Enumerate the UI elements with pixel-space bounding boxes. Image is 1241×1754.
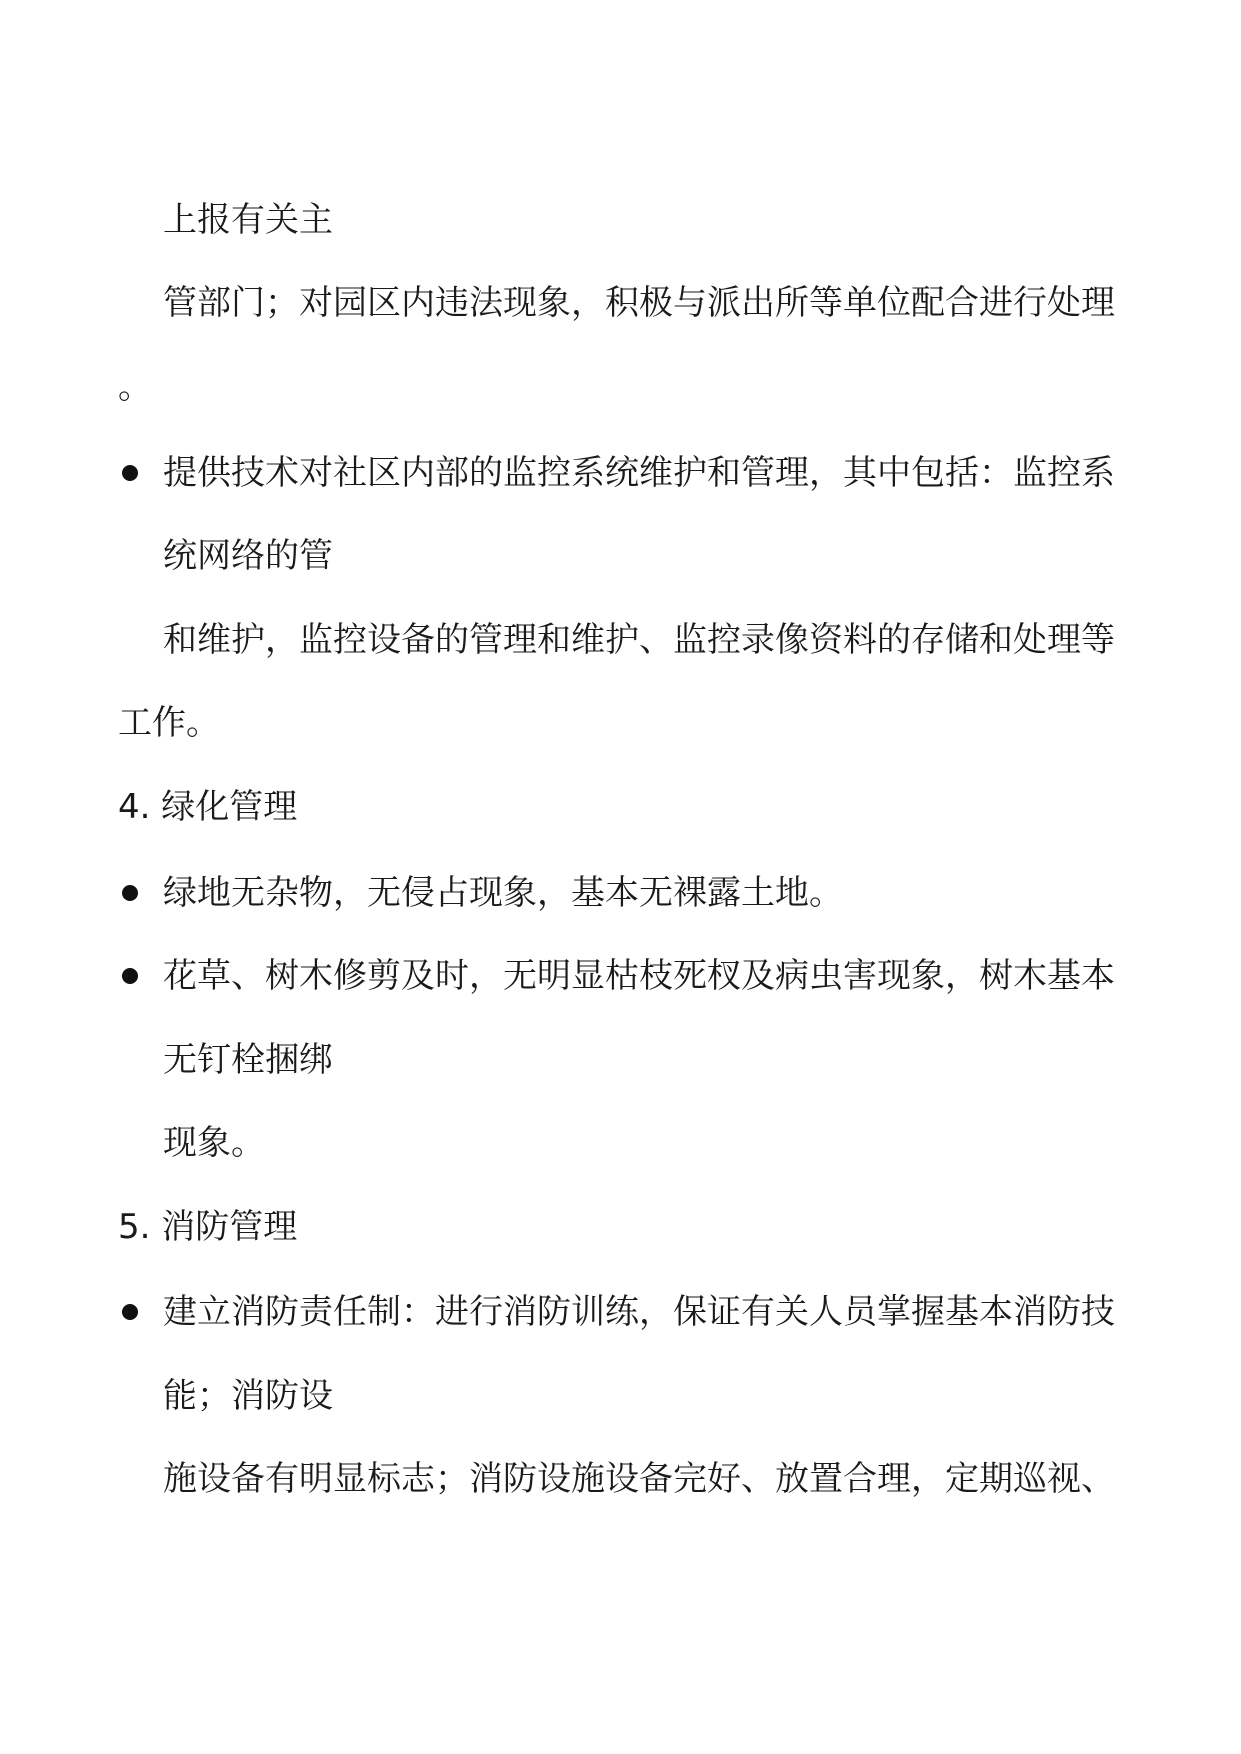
text-line: 能；消防设 <box>163 1376 333 1416</box>
text-line: 无钉栓捆绑 <box>163 1040 333 1080</box>
text-line: 工作。 <box>118 703 220 743</box>
section-heading: 4. 绿化管理 <box>118 787 298 827</box>
list-item-text: 绿地无杂物，无侵占现象，基本无裸露土地。 <box>163 873 843 913</box>
text-line: 现象。 <box>163 1123 265 1163</box>
text-line: 统网络的管 <box>163 536 333 576</box>
bullet-icon <box>122 1304 138 1320</box>
list-item-text: 提供技术对社区内部的监控系统维护和管理，其中包括：监控系 <box>163 453 1115 493</box>
bullet-icon <box>122 885 138 901</box>
text-line: 上报有关主 <box>163 200 333 240</box>
section-heading: 5. 消防管理 <box>118 1207 298 1247</box>
bullet-icon <box>122 465 138 481</box>
text-line: 管部门；对园区内违法现象，积极与派出所等单位配合进行处理 <box>163 283 1115 323</box>
text-line: 施设备有明显标志；消防设施设备完好、放置合理，定期巡视、 <box>163 1459 1115 1499</box>
text-line: 。 <box>118 367 152 407</box>
list-item-text: 建立消防责任制：进行消防训练，保证有关人员掌握基本消防技 <box>163 1292 1115 1332</box>
text-line: 和维护，监控设备的管理和维护、监控录像资料的存储和处理等 <box>163 620 1115 660</box>
bullet-icon <box>122 968 138 984</box>
list-item-text: 花草、树木修剪及时，无明显枯枝死杈及病虫害现象，树木基本 <box>163 956 1115 996</box>
